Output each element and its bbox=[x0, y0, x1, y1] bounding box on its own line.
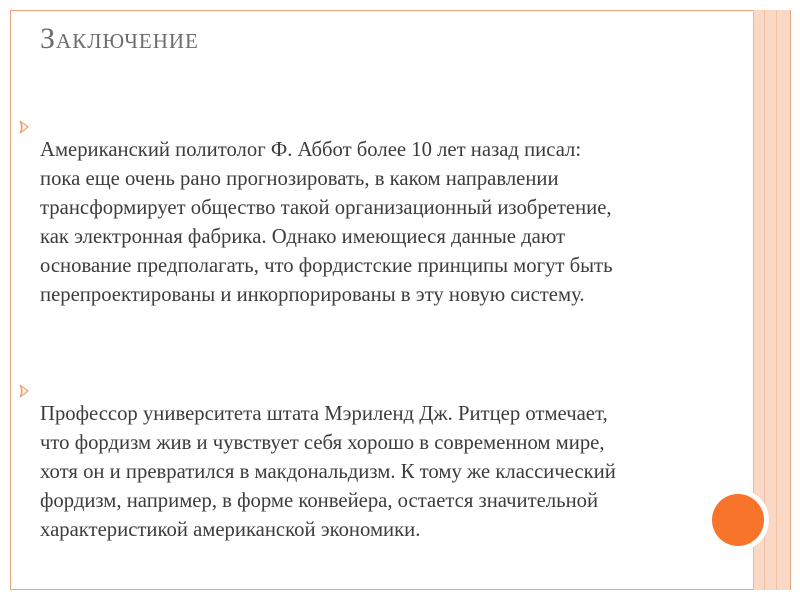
slide-content bbox=[18, 78, 798, 577]
frame-top-line bbox=[10, 10, 790, 11]
bullet-item bbox=[18, 342, 798, 574]
bullet-text: Американский политолог Ф. Аббот более 10 лет назад писал: пока еще очень рано прогнозировать, в каком направлении трансформирует общество такой организационный изобретение, как электронная фабрика. Однако имеющиеся данные дают основание предполагать, что фордистские принципы могут быть перепроектированы и инкорпорированы в эту новую систему. bbox=[40, 139, 613, 306]
bullet-text: Профессор университета штата Мэриленд Дж. Ритцер отмечает, что фордизм жив и чувствует себя хорошо в современном мире, хотя он и превратился в макдональдизм. К тому же классический фордизм, например, в форме конвейера, остается значительной характеристикой американской экономики. bbox=[40, 403, 616, 541]
frame-left-line bbox=[10, 10, 11, 590]
frame-bottom-line bbox=[10, 589, 790, 590]
bullet-icon bbox=[18, 349, 30, 363]
bullet-item bbox=[18, 78, 798, 339]
slide-title: Заключение bbox=[40, 22, 199, 55]
bullet-icon bbox=[18, 85, 30, 99]
